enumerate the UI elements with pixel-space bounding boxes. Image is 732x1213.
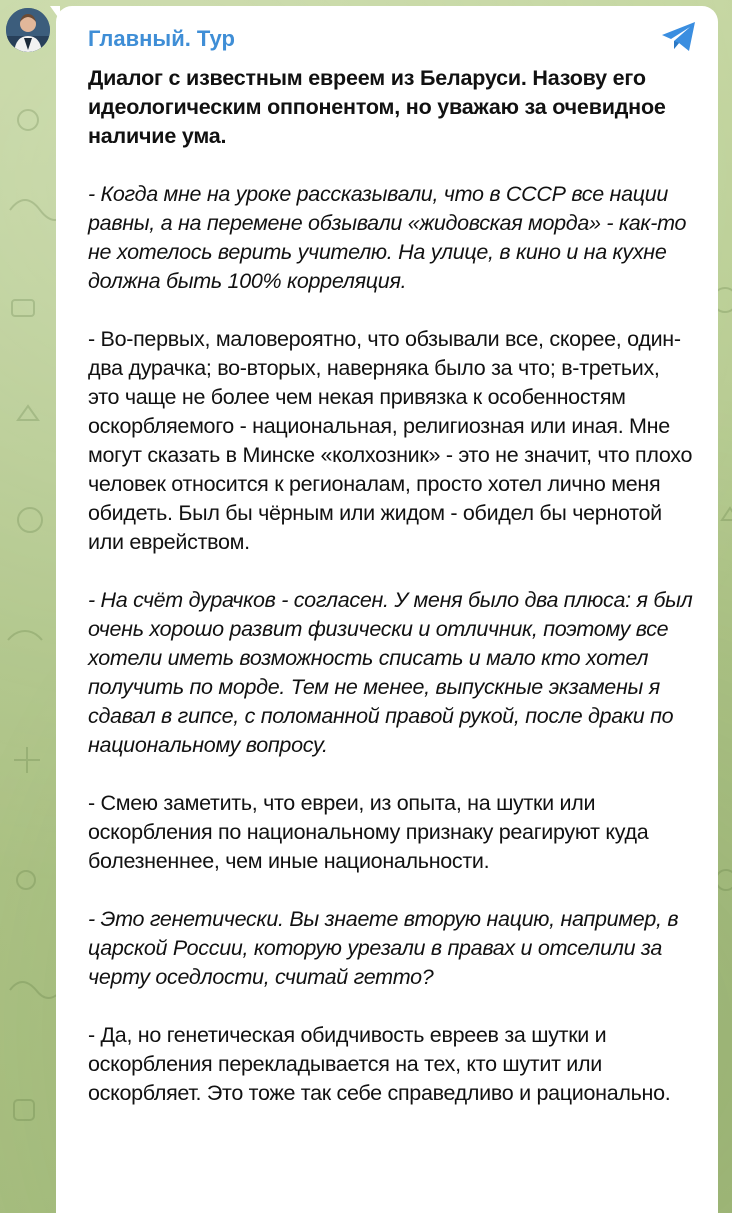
channel-name[interactable]: Главный. Тур bbox=[88, 26, 235, 51]
message-bubble[interactable] bbox=[56, 6, 718, 1213]
dialog-paragraph: - На счёт дурачков - согласен. У меня было два плюса: я был очень хорошо развит физически и отличник, поэтому все хотели иметь возможность списать и мало кто хотел получить по морде. Тем не менее, выпускные экзамены я сдавал в гипсе, с поломанной правой рукой, после драки по национальному вопросу. bbox=[88, 588, 693, 757]
dialog-paragraph: - Когда мне на уроке рассказывали, что в СССР все нации равны, а на перемене обзывали «жидовская морда» - как-то не хотелось верить учителю. На улице, в кино и на кухне должна быть 100% корреляция. bbox=[88, 182, 687, 293]
telegram-icon[interactable] bbox=[660, 20, 698, 54]
channel-avatar[interactable] bbox=[6, 8, 50, 52]
dialog-paragraph: - Это генетически. Вы знаете вторую нацию, например, в царской России, которую урезали в правах и отселили за черту оседлости, считай гетто? bbox=[88, 907, 679, 989]
post-headline: Диалог с известным евреем из Беларуси. Назову его идеологическим оппонентом, но уважаю за очевидное наличие ума. bbox=[88, 66, 666, 148]
dialog-paragraph: - Во-первых, маловероятно, что обзывали все, скорее, один-два дурачка; во-вторых, наверняка было за что; в-третьих, это чаще не более чем некая привязка к особенностям оскорбляемого - национальная, религиозная или иная. Мне могут сказать в Минске «колхозник» - это не значит, что плохо человек относится к регионалам, просто хотел лично меня обидеть. Был бы чёрным или жидом - обидел бы чернотой или еврейством. bbox=[88, 327, 693, 554]
avatar-image bbox=[6, 8, 50, 52]
dialog-paragraph: - Смею заметить, что евреи, из опыта, на шутки или оскорбления по национальному признаку реагируют куда болезненнее, чем иные национальности. bbox=[88, 791, 649, 873]
dialog-paragraph: - Да, но генетическая обидчивость евреев за шутки и оскорбления перекладывается на тех, кто шутит или оскорбляет. Это тоже так себе справедливо и рационально. bbox=[88, 1023, 671, 1105]
